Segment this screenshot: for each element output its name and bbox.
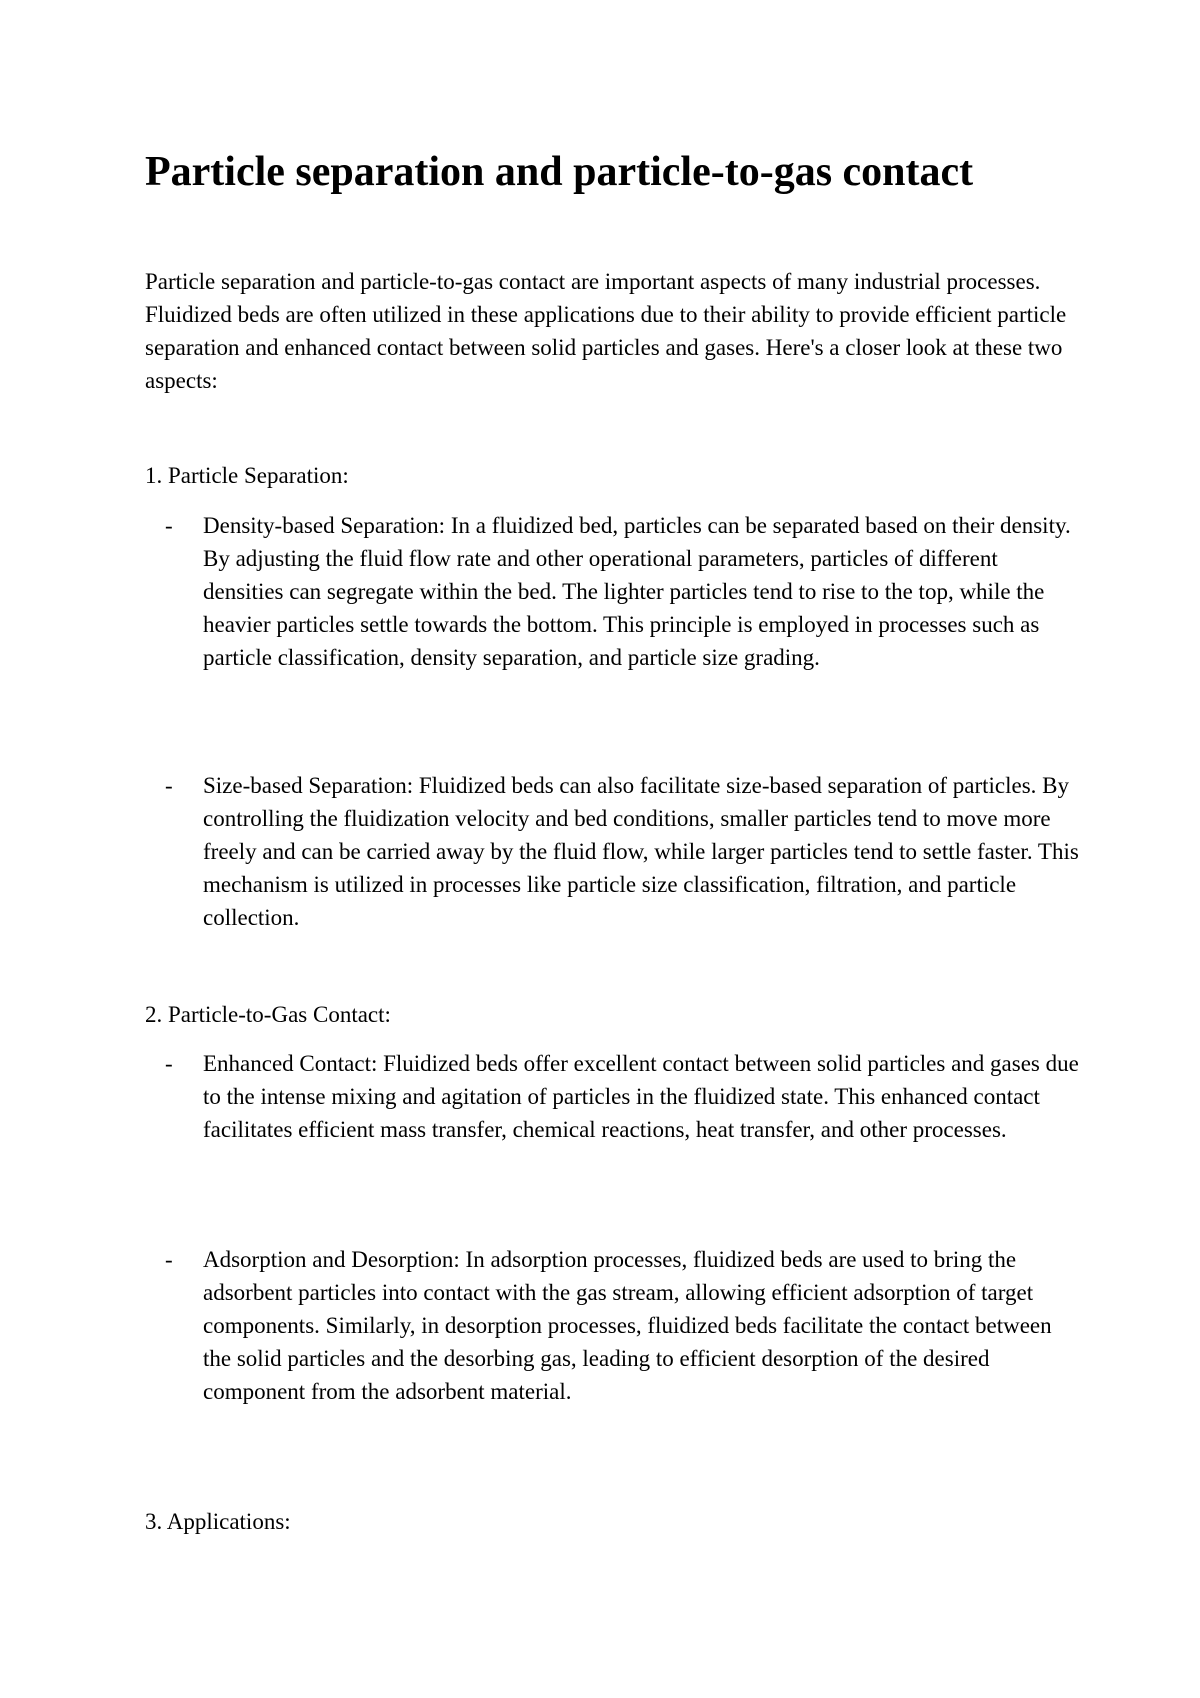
bullet-marker: - bbox=[165, 1051, 173, 1076]
intro-paragraph: Particle separation and particle-to-gas contact are important aspects of many industrial processes. Fluidized beds are often utilized in these applications due to their ability to provide efficient particle separation and enhanced contact between solid particles and gases. Here's a closer look at these two aspects: bbox=[145, 269, 1067, 393]
section-heading-applications: 3. Applications: bbox=[145, 1509, 291, 1534]
bullet-text: Density-based Separation: In a fluidized bed, particles can be separated based on their density. By adjusting the fluid flow rate and other operational parameters, particles of different densities can segregate within the bed. The lighter particles tend to rise to the top, while the heavier particles settle towards the bottom. This principle is employed in processes such as particle classification, density separation, and particle size grading. bbox=[203, 513, 1071, 670]
section-heading-particle-separation: 1. Particle Separation: bbox=[145, 463, 349, 488]
document-title: Particle separation and particle-to-gas contact bbox=[145, 149, 974, 195]
bullet-marker: - bbox=[165, 513, 173, 538]
bullet-marker: - bbox=[165, 1247, 173, 1272]
bullet-text: Size-based Separation: Fluidized beds can also facilitate size-based separation of particles. By controlling the fluidization velocity and bed conditions, smaller particles tend to move more freely and can be carried away by the fluid flow, while larger particles tend to settle faster. This mechanism is utilized in processes like particle size classification, filtration, and particle collection. bbox=[203, 773, 1079, 930]
bullet-text: Adsorption and Desorption: In adsorption processes, fluidized beds are used to bring the adsorbent particles into contact with the gas stream, allowing efficient adsorption of target components. Similarly, in desorption processes, fluidized beds facilitate the contact between the solid particles and the desorbing gas, leading to efficient desorption of the desired component from the adsorbent material. bbox=[203, 1247, 1052, 1404]
bullet-marker: - bbox=[165, 773, 173, 798]
section-heading-particle-to-gas-contact: 2. Particle-to-Gas Contact: bbox=[145, 1002, 391, 1027]
bullet-text: Enhanced Contact: Fluidized beds offer excellent contact between solid particles and gases due to the intense mixing and agitation of particles in the fluidized state. This enhanced contact facilitates efficient mass transfer, chemical reactions, heat transfer, and other processes. bbox=[203, 1051, 1079, 1142]
